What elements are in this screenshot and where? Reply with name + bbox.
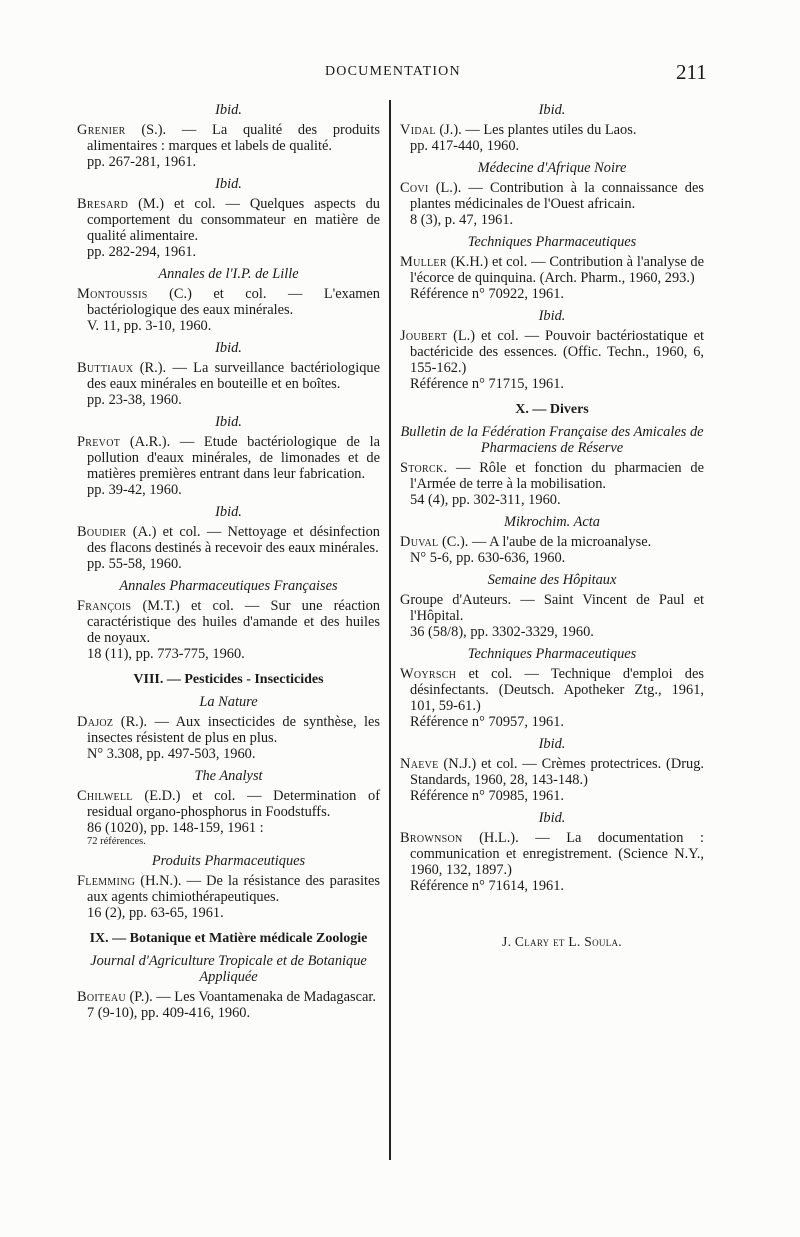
entry-initials: (N.J.) et col. — <box>438 756 542 772</box>
entry-author: Covi <box>400 180 429 196</box>
entry-text <box>77 434 380 482</box>
bibliography-entry <box>77 524 380 572</box>
entry-initials: (K.H.) et col. — <box>446 254 550 270</box>
source-title: La Nature <box>199 694 258 710</box>
bibliography-entry <box>77 714 380 762</box>
entry-initials: . — <box>443 460 480 476</box>
source-title: Techniques Pharmaceutiques <box>467 234 637 250</box>
bibliography-entry <box>400 328 704 392</box>
entry-initials: et col. — <box>456 666 551 682</box>
entry-title: La qualité des produits alimentaires : marques et labels de qualité. <box>87 122 380 154</box>
entry-title: Nettoyage et désinfection des flacons destinés à recevoir des eaux minérales. <box>87 524 380 556</box>
bibliography-entry <box>77 873 380 921</box>
entry-title: Contribution à la connaissance des plantes médicinales de l'Ouest africain. <box>410 180 704 212</box>
bibliography-entry <box>77 286 380 334</box>
entry-text <box>77 524 380 556</box>
entry-text <box>77 598 380 646</box>
signature-text: J. Clary et L. Soula. <box>502 934 622 949</box>
entry-title: Aux insecticides de synthèse, les insectes résistent de plus en plus. <box>87 714 380 746</box>
source-title: Ibid. <box>215 176 242 192</box>
entry-reference: 8 (3), p. 47, 1961. <box>410 212 514 228</box>
bibliography-entry <box>400 534 704 566</box>
entry-text <box>400 460 704 492</box>
column-divider <box>389 100 391 1160</box>
entry-text <box>400 756 704 788</box>
entry-reference: Référence n° 70957, 1961. <box>410 714 565 730</box>
entry-title: Contribution à l'analyse de l'écorce de quinquina. (Arch. Pharm., 1960, 293.) <box>410 254 704 286</box>
entry-initials: (R.). — <box>113 714 176 730</box>
entry-note: 72 références. <box>87 836 146 847</box>
section-heading: X. — Divers <box>515 402 589 417</box>
entry-reference: 54 (4), pp. 302-311, 1960. <box>410 492 561 508</box>
entry-title: Les Voantamenaka de Madagascar. <box>174 989 376 1005</box>
entry-reference: pp. 55-58, 1960. <box>87 556 182 572</box>
entry-text <box>400 592 704 624</box>
bibliography-entry <box>400 122 704 154</box>
source-title: Ibid. <box>538 308 566 324</box>
entry-reference: 86 (1020), pp. 148-159, 1961 : <box>87 820 264 836</box>
entry-title: Determination of residual organo-phosphorus in Foodstuffs. <box>87 788 380 820</box>
entry-initials: (H.L.). — <box>462 830 567 846</box>
source-title: Ibid. <box>538 810 566 826</box>
entry-author: Boiteau <box>77 989 126 1005</box>
entry-reference: pp. 282-294, 1961. <box>87 244 197 260</box>
entry-title: Crèmes protectrices. (Drug. Standards, 1960, 28, 143-148.) <box>410 756 704 788</box>
page-header <box>0 62 800 86</box>
bibliography-entry <box>77 788 380 847</box>
entry-title: A l'aube de la microanalyse. <box>489 534 652 550</box>
source-title: Semaine des Hôpitaux <box>487 572 617 588</box>
entry-initials: (H.N.). — <box>135 873 207 889</box>
entry-author: Storck <box>400 460 444 476</box>
bibliography-entry <box>77 360 380 408</box>
entry-author: Naeve <box>400 756 439 772</box>
entry-reference: 36 (58/8), pp. 3302-3329, 1960. <box>410 624 594 640</box>
entry-title: Rôle et fonction du pharmacien de l'Armée de terre à la mobilisation. <box>410 460 704 492</box>
bibliography-entry <box>400 254 704 302</box>
bibliography-entry <box>77 434 380 498</box>
entry-title: Pouvoir bactériostatique et bactéricide des essences. (Offic. Techn., 1960, 6, 155-162.) <box>410 328 704 376</box>
entry-author: Woyrsch <box>400 666 457 682</box>
entry-initials: (C.) et col. — <box>147 286 324 302</box>
source-title: Journal d'Agriculture Tropicale et de Botanique Appliquée <box>90 953 367 985</box>
bibliography-entry <box>400 592 704 640</box>
entry-author: Muller <box>400 254 447 270</box>
entry-text <box>77 873 380 905</box>
entry-initials: (L.). — <box>428 180 490 196</box>
entry-author: Montoussis <box>77 286 148 302</box>
bibliography-entry <box>77 598 380 662</box>
entry-initials: (C.). — <box>438 534 490 550</box>
source-title: Produits Pharmaceutiques <box>151 853 306 869</box>
entry-author: Boudier <box>77 524 127 540</box>
entry-initials: (J.). — <box>435 122 484 138</box>
entry-reference: Référence n° 71614, 1961. <box>410 878 565 894</box>
entry-title: Etude bactériologique de la pollution d'eaux minérales, de limonades et de matières premières entrant dans leur fabrication. <box>87 434 380 482</box>
entry-reference: 18 (11), pp. 773-775, 1960. <box>87 646 245 662</box>
entry-text <box>77 122 380 154</box>
entry-text <box>77 989 380 1005</box>
entry-text <box>400 254 704 286</box>
entry-reference: Référence n° 70985, 1961. <box>410 788 565 804</box>
entry-initials: (R.). — <box>133 360 194 376</box>
entry-text <box>400 328 704 376</box>
entry-reference: pp. 267-281, 1961. <box>87 154 197 170</box>
entry-author: Joubert <box>400 328 448 344</box>
entry-author: François <box>77 598 132 614</box>
entry-author: Buttiaux <box>77 360 134 376</box>
right-column <box>400 102 704 950</box>
bibliography-entry <box>400 180 704 228</box>
entry-initials: (M.T.) et col. — <box>131 598 271 614</box>
source-title: Ibid. <box>215 340 242 356</box>
entry-text <box>400 180 704 212</box>
bibliography-entry <box>77 989 380 1021</box>
page-number: 211 <box>676 60 707 84</box>
entry-text <box>400 534 704 550</box>
bibliography-entry <box>400 666 704 730</box>
entry-text <box>77 360 380 392</box>
entry-reference: N° 3.308, pp. 497-503, 1960. <box>87 746 256 762</box>
entry-title: Les plantes utiles du Laos. <box>483 122 637 138</box>
source-title: Bulletin de la Fédération Française des Amicales de Pharmaciens de Réserve <box>400 424 704 456</box>
entry-initials: (A.R.). — <box>120 434 204 450</box>
entry-reference: pp. 23-38, 1960. <box>87 392 182 408</box>
entry-author: Chilwell <box>77 788 133 804</box>
entry-author: Vidal <box>400 122 436 138</box>
entry-author: Flemming <box>77 873 136 889</box>
entry-title: La surveillance bactériologique des eaux minérales en bouteille et en boîtes. <box>87 360 380 392</box>
source-title: Ibid. <box>538 736 566 752</box>
source-title: Techniques Pharmaceutiques <box>467 646 637 662</box>
entry-reference: pp. 39-42, 1960. <box>87 482 182 498</box>
entry-reference: N° 5-6, pp. 630-636, 1960. <box>410 550 566 566</box>
entry-initials: (E.D.) et col. — <box>132 788 274 804</box>
source-title: Ibid. <box>215 414 242 430</box>
entry-initials: (S.). — <box>125 122 213 138</box>
running-title: DOCUMENTATION <box>325 64 461 79</box>
entry-title: Technique d'emploi des désinfectants. (Deutsch. Apotheker Ztg., 1961, 101, 59-61.) <box>410 666 704 714</box>
entry-text <box>77 196 380 244</box>
entry-title: De la résistance des parasites aux agents chimiothérapeutiques. <box>87 873 380 905</box>
source-title: Médecine d'Afrique Noire <box>477 160 627 176</box>
entry-title: L'examen bactériologique des eaux minérales. <box>87 286 380 318</box>
entry-text <box>400 122 704 138</box>
entry-author: Prevot <box>77 434 121 450</box>
entry-text <box>400 830 704 878</box>
entry-reference: pp. 417-440, 1960. <box>410 138 520 154</box>
bibliography-entry <box>400 830 704 894</box>
entry-title: Sur une réaction caractéristique des huiles d'amande et des huiles de noyaux. <box>87 598 380 646</box>
left-column <box>77 102 380 1022</box>
author-signature <box>400 934 704 950</box>
entry-initials: Groupe d'Auteurs. — <box>400 592 544 608</box>
source-title: Mikrochim. Acta <box>504 514 600 530</box>
entry-reference: Référence n° 70922, 1961. <box>410 286 565 302</box>
source-title: Ibid. <box>215 504 242 520</box>
entry-initials: (P.). — <box>125 989 175 1005</box>
entry-title: Saint Vincent de Paul et l'Hôpital. <box>410 592 704 624</box>
entry-author: Bresard <box>77 196 129 212</box>
entry-author: Duval <box>400 534 439 550</box>
entry-author: Dajoz <box>77 714 114 730</box>
entry-author: Grenier <box>77 122 126 138</box>
section-heading: IX. — Botanique et Matière médicale Zoologie <box>89 931 368 946</box>
entry-title: La documentation : communication et enregistrement. (Science N.Y., 1960, 132, 1897.) <box>410 830 704 878</box>
bibliography-entry <box>400 460 704 508</box>
entry-text <box>77 286 380 318</box>
source-title: Ibid. <box>215 102 242 118</box>
source-title: Ibid. <box>538 102 566 118</box>
entry-reference: V. 11, pp. 3-10, 1960. <box>87 318 212 334</box>
bibliography-entry <box>77 196 380 260</box>
entry-initials: (L.) et col. — <box>447 328 545 344</box>
entry-text <box>400 666 704 714</box>
source-title: Annales de l'I.P. de Lille <box>158 266 299 282</box>
entry-reference: 16 (2), pp. 63-65, 1961. <box>87 905 224 921</box>
entry-reference: Référence n° 71715, 1961. <box>410 376 565 392</box>
entry-initials: (A.) et col. — <box>126 524 228 540</box>
entry-reference: 7 (9-10), pp. 409-416, 1960. <box>87 1005 251 1021</box>
source-title: Annales Pharmaceutiques Françaises <box>119 578 338 594</box>
entry-text <box>77 788 380 820</box>
source-title: The Analyst <box>194 768 263 784</box>
bibliography-entry <box>77 122 380 170</box>
section-heading: VIII. — Pesticides - Insecticides <box>133 672 324 687</box>
entry-author: Brownson <box>400 830 463 846</box>
entry-initials: (M.) et col. — <box>128 196 250 212</box>
entry-text <box>77 714 380 746</box>
entry-title: Quelques aspects du comportement du consommateur en matière de qualité alimentaire. <box>87 196 380 244</box>
bibliography-entry <box>400 756 704 804</box>
